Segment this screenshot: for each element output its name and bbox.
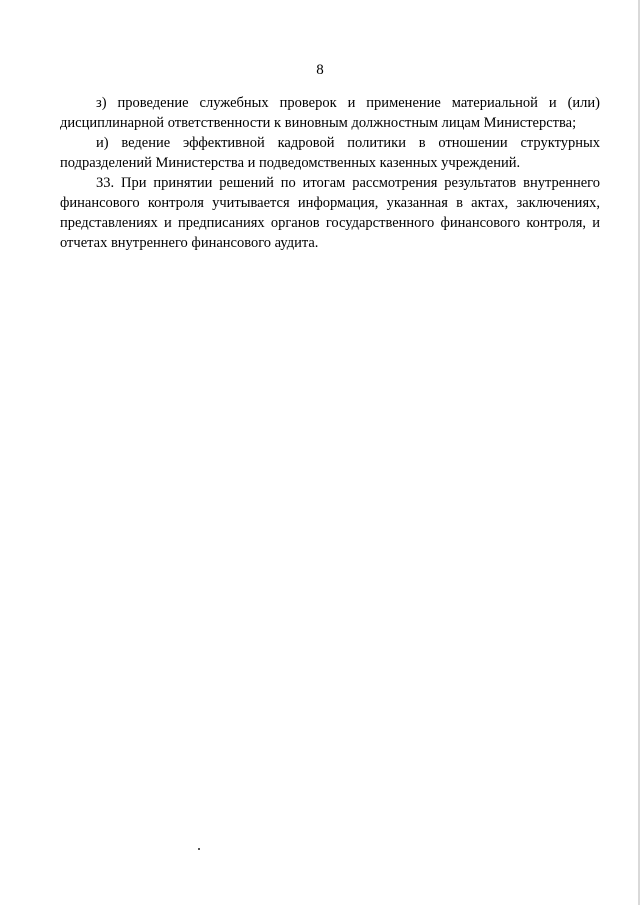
- paragraph-33-audit-decisions: 33. При принятии решений по итогам рассмотрения результатов внутреннего финансового контроля учитывается информация, указанная в актах, заключениях, представлениях и предписаниях органов государственного финансового контроля, и отчетах внутреннего финансового аудита.: [60, 175, 600, 251]
- document-body: [60, 93, 600, 253]
- scan-artifact-dot: [198, 848, 200, 850]
- paragraph-z-service-checks: з) проведение служебных проверок и применение материальной и (или) дисциплинарной ответственности к виновным должностным лицам Министерства;: [60, 95, 600, 131]
- page-number: 8: [316, 62, 324, 78]
- paragraph-i-personnel-policy: и) ведение эффективной кадровой политики в отношении структурных подразделений Министерства и подведомственных казенных учреждений.: [60, 135, 600, 171]
